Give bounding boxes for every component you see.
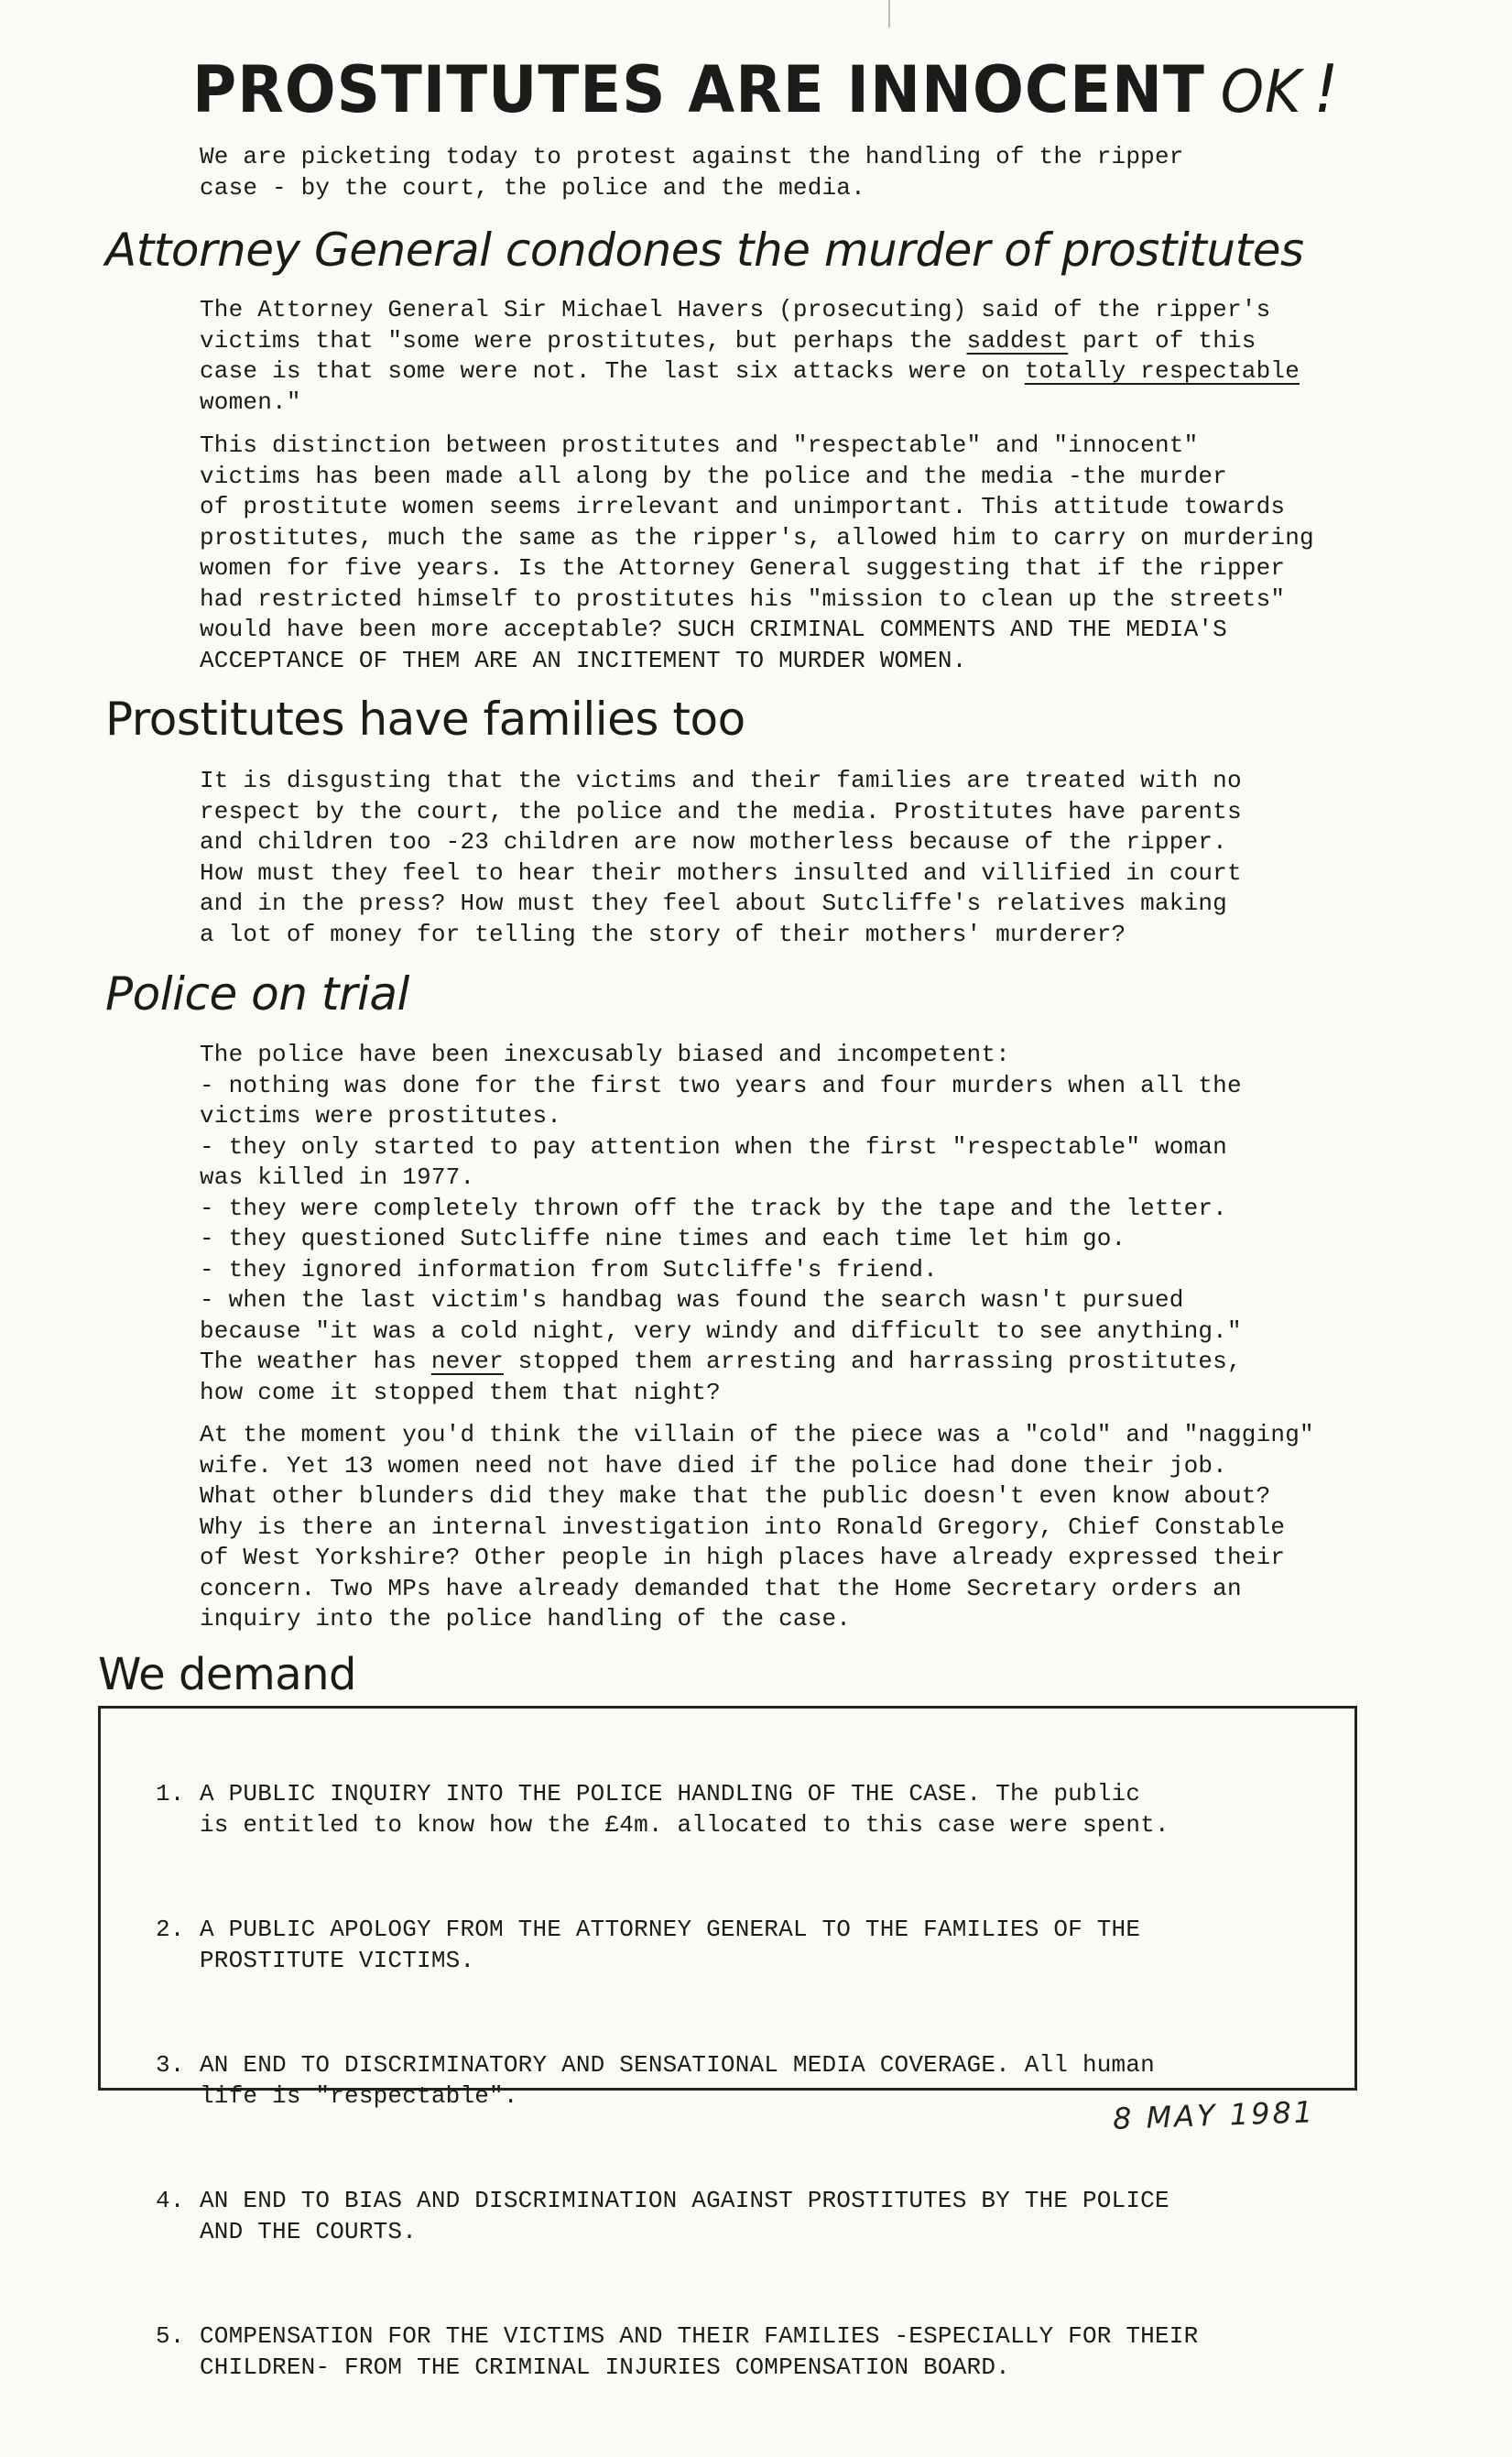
- text-line: The Attorney General Sir Michael Havers (prosecuting) said of the ripper's: [200, 296, 1271, 323]
- text-span: stopped them arresting and harrassing prostitutes,: [503, 1348, 1242, 1375]
- text-line: because "it was a cold night, very windy and difficult to see anything.": [200, 1316, 1242, 1345]
- text-line: COMPENSATION FOR THE VICTIMS AND THEIR FAMILIES -ESPECIALLY FOR THEIR: [200, 2322, 1199, 2350]
- text-line: respect by the court, the police and the media. Prostitutes have parents: [200, 797, 1242, 825]
- text-line: - they ignored information from Sutcliffe's friend.: [200, 1255, 938, 1283]
- text-line: The police have been inexcusably biased and incompetent:: [200, 1041, 1010, 1068]
- text-line: - nothing was done for the first two years and four murders when all the: [200, 1071, 1242, 1099]
- demand-text: [200, 1915, 1140, 1976]
- text-span: part of this: [1068, 326, 1256, 355]
- demand-number: 3.: [156, 2051, 185, 2079]
- attorney-quote-paragraph: [200, 295, 1300, 418]
- underlined-never: never: [430, 1348, 504, 1375]
- title-main: PROSTITUTES ARE INNOCENT: [192, 52, 1205, 127]
- demand-number: 2.: [156, 1916, 185, 1943]
- text-line: women.": [200, 388, 301, 416]
- text-line: It is disgusting that the victims and their families are treated with no: [200, 767, 1242, 794]
- text-line: AND THE COURTS.: [200, 2217, 418, 2245]
- demand-text: [200, 2321, 1198, 2383]
- text-line: PROSTITUTE VICTIMS.: [200, 1946, 475, 1974]
- text-line: Why is there an internal investigation into Ronald Gregory, Chief Constable: [200, 1512, 1286, 1541]
- text-line: - they only started to pay attention when the first "respectable" woman: [200, 1132, 1227, 1161]
- demand-number: 4.: [156, 2187, 185, 2214]
- handwritten-date: 8 MAY 1981: [1112, 2094, 1316, 2136]
- demand-number: 5.: [156, 2322, 185, 2350]
- text-line: A PUBLIC INQUIRY INTO THE POLICE HANDLING OF THE CASE. The public: [200, 1780, 1141, 1807]
- text-line: and in the press? How must they feel about Sutcliffe's relatives making: [200, 890, 1227, 917]
- text-line: [200, 1347, 1242, 1378]
- text-line: A PUBLIC APOLOGY FROM THE ATTORNEY GENERAL TO THE FAMILIES OF THE: [200, 1916, 1141, 1943]
- demand-number: 1.: [156, 1780, 185, 1807]
- police-paragraph: [200, 1040, 1242, 1408]
- underlined-saddest: saddest: [966, 326, 1069, 355]
- families-paragraph: [200, 766, 1242, 950]
- text-line: inquiry into the police handling of the case.: [200, 1605, 852, 1633]
- text-line: At the moment you'd think the villain of the piece was a "cold" and "nagging": [200, 1421, 1314, 1448]
- text-line: AN END TO DISCRIMINATORY AND SENSATIONAL MEDIA COVERAGE. All human: [200, 2051, 1155, 2079]
- title-exclaim: !: [1313, 50, 1340, 127]
- text-line: How must they feel to hear their mothers insulted and villified in court: [200, 858, 1242, 887]
- text-line: [200, 326, 1300, 357]
- text-line: and children too -23 children are now motherless because of the ripper.: [200, 828, 1227, 856]
- section-heading-we-demand: We demand: [98, 1649, 356, 1700]
- text-line: What other blunders did they make that the public doesn't even know about?: [200, 1482, 1271, 1510]
- intro-paragraph: [200, 142, 1184, 203]
- text-line: wife. Yet 13 women need not have died if the police had done their job.: [200, 1451, 1227, 1480]
- text-line: - they questioned Sutcliffe nine times and each time let him go.: [200, 1225, 1126, 1252]
- title-ok: OK: [1220, 59, 1302, 126]
- demand-text: [200, 2050, 1155, 2112]
- text-line: - when the last victim's handbag was found the search wasn't pursued: [200, 1286, 1184, 1314]
- demand-text: [200, 2186, 1169, 2247]
- text-line: would have been more acceptable? SUCH CRIMINAL COMMENTS AND THE MEDIA'S: [200, 616, 1227, 643]
- text-line: life is "respectable".: [200, 2081, 518, 2110]
- text-line: a lot of money for telling the story of their mothers' murderer?: [200, 920, 1126, 948]
- page-title: [192, 50, 1340, 127]
- demand-item: [156, 1779, 1198, 1840]
- text-line: concern. Two MPs have already demanded that the Home Secretary orders an: [200, 1574, 1242, 1602]
- intro-line: We are picketing today to protest against the handling of the ripper: [200, 143, 1184, 170]
- underlined-totally-respectable: totally respectable: [1024, 357, 1300, 385]
- text-span: The weather has: [200, 1348, 431, 1375]
- text-line: of prostitute women seems irrelevant and unimportant. This attitude towards: [200, 493, 1286, 520]
- villain-paragraph: [200, 1420, 1314, 1635]
- distinction-paragraph: [200, 431, 1314, 676]
- text-line: was killed in 1977.: [200, 1163, 475, 1191]
- text-line: [200, 356, 1300, 388]
- text-span: victims that "some were prostitutes, but perhaps the: [200, 326, 967, 355]
- text-line: had restricted himself to prostitutes his "mission to clean up the streets": [200, 584, 1286, 613]
- demand-text: [200, 1779, 1169, 1840]
- scan-mark: [888, 0, 890, 27]
- text-line: how come it stopped them that night?: [200, 1378, 721, 1406]
- text-line: This distinction between prostitutes and "respectable" and "innocent": [200, 431, 1199, 459]
- demand-item: [156, 2186, 1198, 2247]
- intro-line: case - by the court, the police and the media.: [200, 173, 865, 202]
- section-heading-police-on-trial: Police on trial: [105, 967, 409, 1021]
- text-line: prostitutes, much the same as the ripper's, allowed him to carry on murdering: [200, 523, 1314, 551]
- text-line: of West Yorkshire? Other people in high places have already expressed their: [200, 1544, 1286, 1571]
- text-line: CHILDREN- FROM THE CRIMINAL INJURIES COMPENSATION BOARD.: [200, 2353, 1010, 2381]
- demand-item: [156, 1915, 1198, 1976]
- text-line: victims were prostitutes.: [200, 1102, 562, 1130]
- section-heading-attorney-general: Attorney General condones the murder of prostitutes: [105, 224, 1304, 277]
- demand-item: [156, 2050, 1198, 2112]
- text-line: ACCEPTANCE OF THEM ARE AN INCITEMENT TO MURDER WOMEN.: [200, 646, 967, 674]
- demand-item: [156, 2321, 1198, 2383]
- text-line: women for five years. Is the Attorney General suggesting that if the ripper: [200, 554, 1286, 582]
- section-heading-families: Prostitutes have families too: [105, 693, 745, 746]
- text-line: - they were completely thrown off the track by the tape and the letter.: [200, 1194, 1227, 1222]
- text-span: case is that some were not. The last six attacks were on: [200, 357, 1025, 385]
- text-line: victims has been made all along by the police and the media -the murder: [200, 462, 1227, 490]
- text-line: is entitled to know how the £4m. allocated to this case were spent.: [200, 1810, 1169, 1839]
- demands-list: [156, 1718, 1198, 2457]
- text-line: AN END TO BIAS AND DISCRIMINATION AGAINST PROSTITUTES BY THE POLICE: [200, 2187, 1169, 2214]
